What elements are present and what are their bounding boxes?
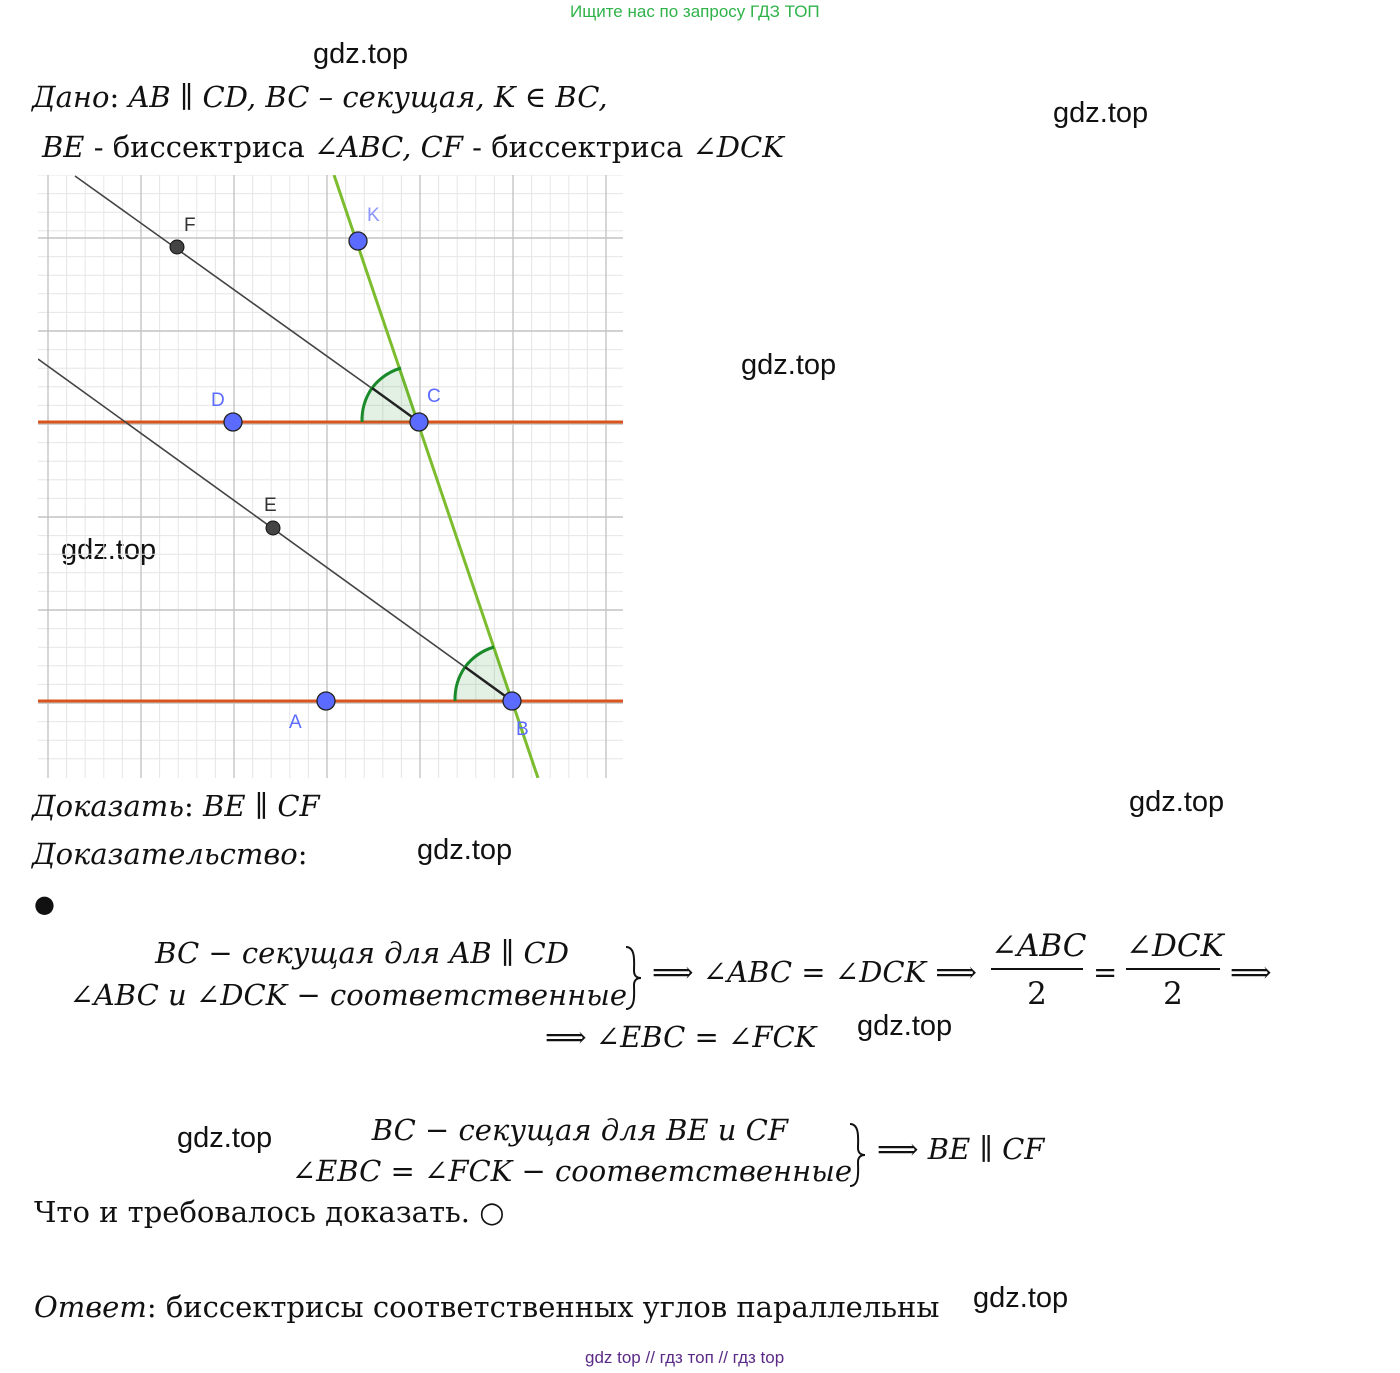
label-f: F	[184, 215, 196, 236]
given-angle-dck: ∠DCK	[692, 130, 784, 164]
prove-label: Доказать	[32, 789, 185, 823]
answer-line	[34, 1290, 939, 1324]
step1-line2: ∠ABC и ∠DCK − соответственные	[69, 978, 627, 1012]
given-statement: AB ∥ CD, BC – секущая, K ∈ BC,	[128, 80, 608, 114]
qed-line: Что и требовалось доказать. ○	[34, 1195, 505, 1229]
watermark: gdz.top	[177, 1122, 273, 1154]
step1-line1: BC − секущая для AB ∥ CD	[155, 936, 569, 970]
implies-arrow: ⟹	[1230, 955, 1272, 989]
point-c	[410, 413, 428, 431]
watermark: gdz.top	[313, 38, 409, 70]
proof-heading: Доказательство:	[32, 837, 308, 871]
label-k: K	[367, 205, 380, 226]
watermark: gdz.top	[973, 1282, 1069, 1314]
given-line-1: Дано: AB ∥ CD, BC – секущая, K ∈ BC,	[32, 80, 608, 114]
label-e: E	[264, 495, 277, 516]
watermark: gdz.top	[1129, 786, 1225, 818]
fraction-dck: ∠DCK 2	[1126, 928, 1224, 1012]
point-d	[224, 413, 242, 431]
given-angle-abc: ∠ABC, CF	[313, 130, 463, 164]
step2-line1: BC − секущая для BE и CF	[371, 1113, 788, 1147]
answer-text: : биссектрисы соответственных углов параллельны	[146, 1290, 940, 1324]
watermark: gdz.top	[61, 534, 157, 566]
footer-links: gdz top // гдз топ // гдз top	[585, 1348, 785, 1367]
point-f	[170, 240, 184, 254]
proof-label: Доказательство	[32, 837, 298, 871]
step1-result: ⟹ ∠ABC = ∠DCK ⟹	[652, 955, 978, 989]
prove-statement: BE ∥ CF	[203, 789, 320, 823]
point-a	[317, 692, 335, 710]
given-text: - биссектриса	[84, 130, 314, 164]
top-banner: Ищите нас по запросу ГДЗ ТОП	[570, 2, 820, 21]
equals-sign: =	[1093, 955, 1118, 989]
bullet: ●	[34, 890, 55, 918]
brace-2	[846, 1122, 868, 1188]
label-a: A	[289, 712, 302, 733]
watermark: gdz.top	[857, 1010, 953, 1042]
answer-label: Ответ	[34, 1290, 147, 1324]
step1-continuation: ⟹ ∠EBC = ∠FCK	[545, 1020, 817, 1054]
watermark: gdz.top	[1053, 97, 1149, 129]
geometry-figure	[0, 0, 660, 790]
label-c: C	[427, 386, 441, 407]
point-k	[349, 232, 367, 250]
label-d: D	[211, 390, 225, 411]
point-b	[503, 692, 521, 710]
point-e	[266, 521, 280, 535]
given-text: - биссектриса	[462, 130, 693, 164]
step2-line2: ∠EBC = ∠FCK − соответственные	[291, 1154, 852, 1188]
brace-1	[622, 945, 644, 1011]
given-label: Дано	[32, 80, 110, 114]
watermark: gdz.top	[417, 834, 513, 866]
given-be: BE	[42, 130, 85, 164]
prove-line: Доказать: BE ∥ CF	[32, 789, 320, 823]
label-b: B	[516, 719, 529, 740]
step2-result: ⟹ BE ∥ CF	[877, 1132, 1045, 1166]
grid	[38, 175, 623, 778]
watermark: gdz.top	[741, 349, 837, 381]
fraction-abc: ∠ABC 2	[991, 928, 1087, 1012]
